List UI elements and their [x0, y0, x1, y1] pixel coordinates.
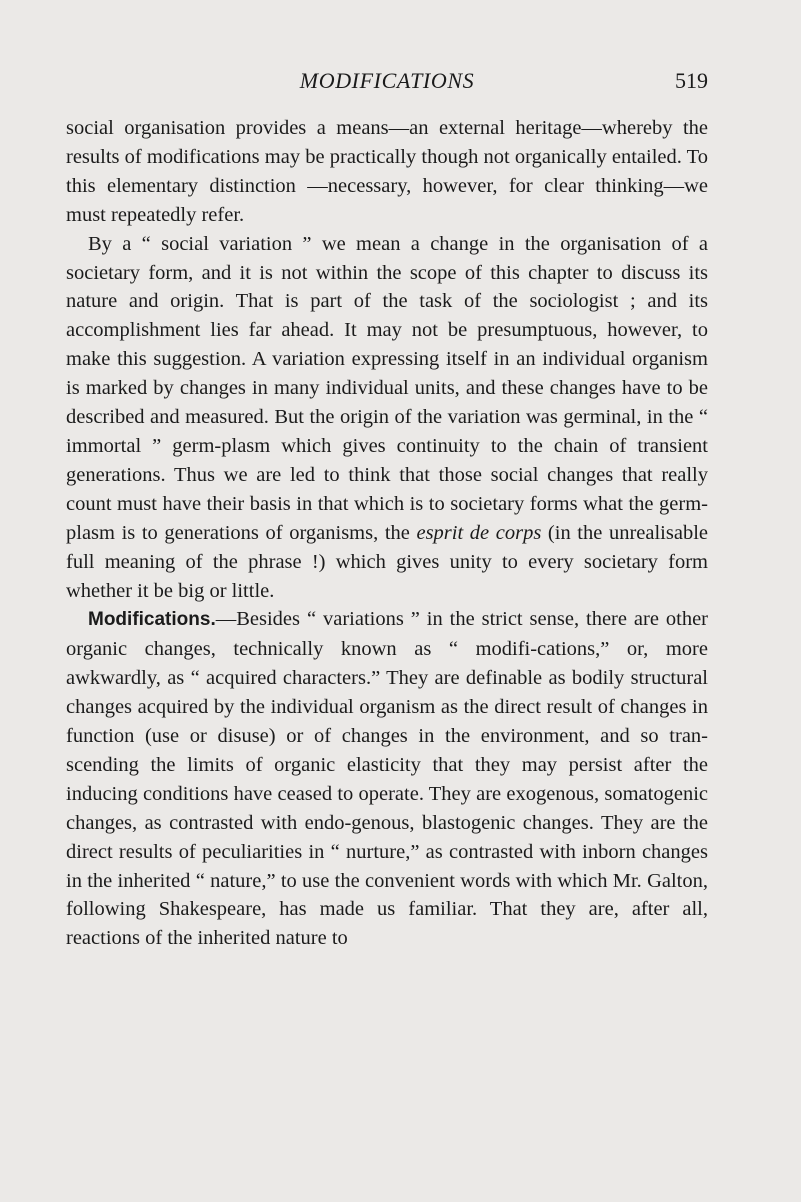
paragraph-3: [66, 605, 708, 953]
italic-phrase: esprit de corps: [416, 521, 542, 544]
paragraph-2: [66, 230, 708, 606]
paragraph-1-text: social organisation provides a means—an external heritage—whereby the results of modifications may be practically though not organically entailed. To this elementary distinction —necessary, however, for clear thinking—we must repeatedly refer.: [66, 117, 708, 226]
paragraph-2-text-start: By a “ social variation ” we mean a change in the organisation of a societary form, and it is not within the scope of this chapter to discuss its nature and origin. That is part of the task of the sociologist ; and its accomplishment lies far ahead. It may not be presumptuous, however, to make this suggestion. A variation expressing itself in an individual organism is marked by changes in many individual units, and these changes have to be described and measured. But the origin of the variation was germinal, in the “ immortal ” germ-plasm which gives continuity to the chain of transient generations. Thus we are led to think that those social changes that really count must have their basis in that which is to societary forms what the germ-plasm is to generations of organisms, the: [66, 232, 708, 544]
section-heading-modifications: Modifications.: [88, 609, 216, 631]
page-number: 519: [675, 68, 708, 93]
paragraph-1: [66, 114, 708, 230]
running-title: MODIFICATIONS: [299, 68, 475, 93]
paragraph-2-text-end: (in the unrealisable full meaning of the phrase !) which gives unity to every societary form whether it be big or little.: [66, 521, 708, 602]
running-header: [66, 68, 708, 98]
body-text: [66, 114, 708, 953]
paragraph-3-text: —Besides “ variations ” in the strict sense, there are other organic changes, technically known as “ modifi-cations,” or, more awkwardly, as “ acquired characters.” They are definable as bodily structural changes acquired by the individual organism as the direct result of changes in function (use or disuse) or of changes in the environment, and so tran-scending the limits of organic elasticity that they may persist after the inducing conditions have ceased to operate. They are exogenous, somatogenic changes, as contrasted with endo-genous, blastogenic changes. They are the direct results of peculiarities in “ nurture,” as contrasted with inborn changes in the inherited “ nature,” to use the convenient words with which Mr. Galton, following Shakespeare, has made us familiar. That they are, after all, reactions of the inherited nature to: [66, 608, 708, 950]
